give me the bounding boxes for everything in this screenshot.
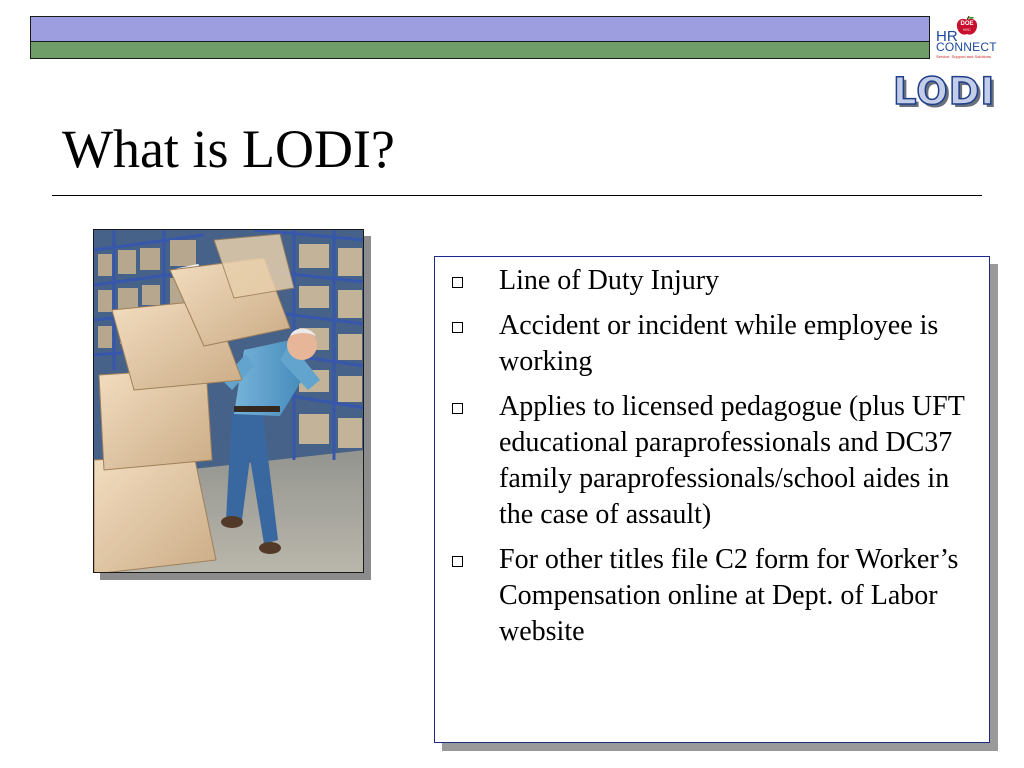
title-divider [52, 195, 982, 196]
bullet-item [449, 542, 979, 650]
bullet-text: Line of Duty Injury [499, 265, 720, 296]
header-bar-bottom [30, 42, 930, 59]
lodi-logo: LODI [893, 70, 996, 113]
page-title: What is LODI? [62, 119, 395, 179]
hr-text: HR [936, 28, 958, 45]
bullet-list [449, 263, 979, 659]
connect-text: CONNECT [936, 40, 997, 54]
header-bar-top [30, 16, 930, 42]
bullet-item [449, 308, 979, 380]
warehouse-worker-photo [93, 229, 364, 573]
doe-text: DOE [960, 21, 974, 27]
bullet-text: Applies to licensed pedagogue (plus UFT educational paraprofessionals and DC37 family paraprofessionals/school aides in the case of assault) [499, 391, 965, 530]
logo-tagline: Service, Support and Solutions [936, 54, 991, 59]
bullet-item [449, 263, 979, 299]
bullet-text: Accident or incident while employee is working [499, 310, 939, 377]
square-bullet-icon [452, 556, 463, 567]
square-bullet-icon [452, 403, 463, 414]
bullet-box [434, 256, 990, 743]
nyc-text: NYC [963, 28, 971, 32]
square-bullet-icon [452, 322, 463, 333]
bullet-text: For other titles file C2 form for Worker’s Compensation online at Dept. of Labor website [499, 544, 959, 647]
bullet-item [449, 389, 979, 533]
square-bullet-icon [452, 277, 463, 288]
hr-connect-logo [934, 12, 1014, 62]
